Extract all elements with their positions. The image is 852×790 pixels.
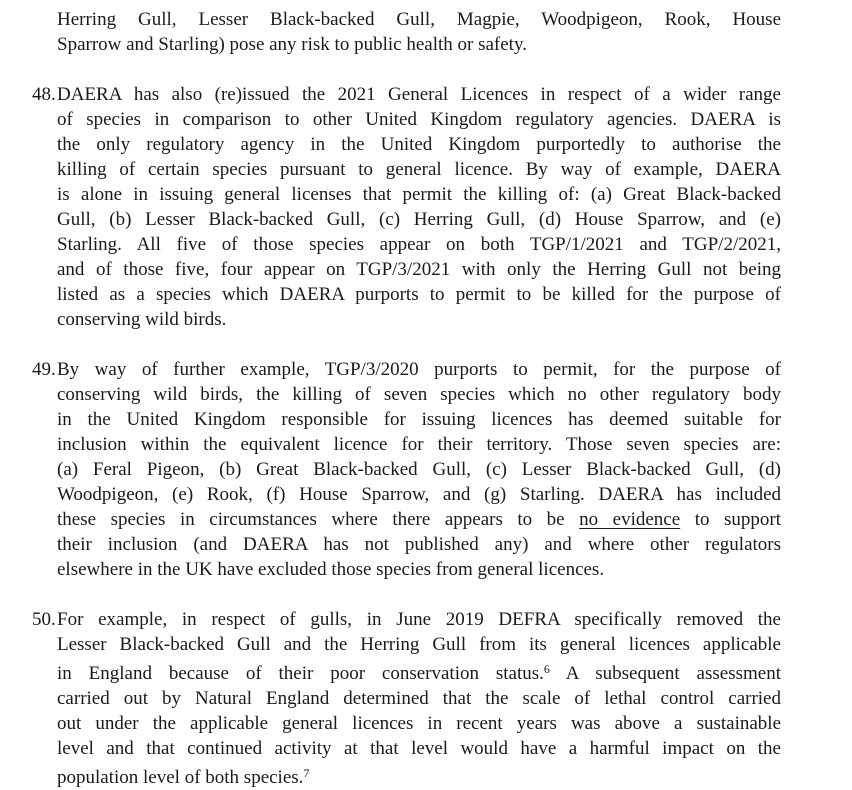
text-segment: Starling. All five of those species appear on both TGP/1/2021 and TGP/2/2021, — [57, 234, 781, 255]
paragraph-50 — [32, 607, 781, 790]
text-segment: in the United Kingdom responsible for issuing licences has deemed suitable for — [57, 409, 781, 430]
text-segment: level and that continued activity at that level would have a harmful impact on the — [57, 738, 781, 759]
footnote-reference: 6 — [543, 662, 550, 676]
text-line — [57, 257, 781, 282]
text-segment: to support — [680, 509, 782, 530]
text-line — [57, 232, 781, 257]
footnote-reference: 7 — [303, 766, 310, 780]
paragraph-number: 49. — [32, 359, 56, 380]
text-segment: and of those five, four appear on TGP/3/2021 with only the Herring Gull not being — [57, 259, 781, 280]
text-segment: of species in comparison to other United Kingdom regulatory agencies. DAERA is — [57, 109, 781, 130]
text-line — [57, 457, 781, 482]
text-line — [57, 282, 781, 307]
text-line — [57, 686, 781, 711]
text-segment: A subsequent assessment — [549, 663, 781, 684]
text-line — [57, 607, 781, 632]
text-segment: population level of both species. — [57, 767, 304, 788]
text-segment: (a) Feral Pigeon, (b) Great Black-backed Gull, (c) Lesser Black-backed Gull, (d) — [57, 459, 781, 480]
paragraph-body — [57, 607, 781, 790]
text-line — [57, 207, 781, 232]
text-line — [57, 32, 781, 57]
text-segment: is alone in issuing general licenses that permit the killing of: (a) Great Black-backed — [57, 184, 781, 205]
paragraph-body — [57, 357, 781, 582]
text-segment: killing of certain species pursuant to general licence. By way of example, DAERA — [57, 159, 781, 180]
text-line — [57, 736, 781, 761]
text-segment: elsewhere in the UK have excluded those species from general licences. — [57, 559, 605, 580]
text-segment: For example, in respect of gulls, in June 2019 DEFRA specifically removed the — [57, 609, 781, 630]
text-segment: inclusion within the equivalent licence for their territory. Those seven species are: — [57, 434, 781, 455]
paragraph-number: 50. — [32, 609, 56, 630]
text-segment: Gull, (b) Lesser Black-backed Gull, (c) Herring Gull, (d) House Sparrow, and (e) — [57, 209, 781, 230]
text-segment: conserving wild birds, the killing of seven species which no other regulatory body — [57, 384, 781, 405]
text-segment: Herring Gull, Lesser Black-backed Gull, Magpie, Woodpigeon, Rook, House — [57, 9, 781, 30]
paragraph-body — [57, 7, 781, 57]
text-line — [57, 532, 781, 557]
text-line — [57, 711, 781, 736]
paragraph-body — [57, 82, 781, 332]
text-segment: their inclusion (and DAERA has not published any) and where other regulators — [57, 534, 781, 555]
text-segment: listed as a species which DAERA purports to permit to be killed for the purpose of — [57, 284, 781, 305]
text-segment: in England because of their poor conservation status. — [57, 663, 544, 684]
paragraph-48 — [32, 82, 781, 332]
text-line — [57, 482, 781, 507]
text-line — [57, 7, 781, 32]
text-line — [57, 761, 781, 790]
text-segment: out under the applicable general licences in recent years was above a sustainable — [57, 713, 781, 734]
text-segment: Lesser Black-backed Gull and the Herring Gull from its general licences applicable — [57, 634, 781, 655]
text-segment: Sparrow and Starling) pose any risk to public health or safety. — [57, 34, 527, 55]
text-line — [57, 507, 781, 532]
text-line — [57, 357, 781, 382]
text-line — [57, 132, 781, 157]
text-line — [57, 632, 781, 657]
text-segment: By way of further example, TGP/3/2020 purports to permit, for the purpose of — [57, 359, 781, 380]
text-line — [57, 407, 781, 432]
paragraph-list — [32, 7, 781, 790]
text-line — [57, 557, 781, 582]
text-segment: the only regulatory agency in the United Kingdom purportedly to authorise the — [57, 134, 781, 155]
paragraph-continued — [32, 7, 781, 57]
text-line — [57, 182, 781, 207]
paragraph-number — [32, 7, 57, 57]
text-line — [57, 82, 781, 107]
underlined-text: no evidence — [579, 509, 681, 530]
text-line — [57, 432, 781, 457]
paragraph-number: 48. — [32, 84, 56, 105]
text-line — [57, 382, 781, 407]
text-line — [57, 657, 781, 686]
paragraph-49 — [32, 357, 781, 582]
text-segment: DAERA has also (re)issued the 2021 General Licences in respect of a wider range — [57, 84, 781, 105]
text-segment: conserving wild birds. — [57, 309, 227, 330]
text-line — [57, 307, 781, 332]
text-segment: these species in circumstances where there appears to be — [57, 509, 580, 530]
text-line — [57, 157, 781, 182]
text-line — [57, 107, 781, 132]
text-segment: Woodpigeon, (e) Rook, (f) House Sparrow, and (g) Starling. DAERA has included — [57, 484, 781, 505]
text-segment: carried out by Natural England determined that the scale of lethal control carried — [57, 688, 781, 709]
